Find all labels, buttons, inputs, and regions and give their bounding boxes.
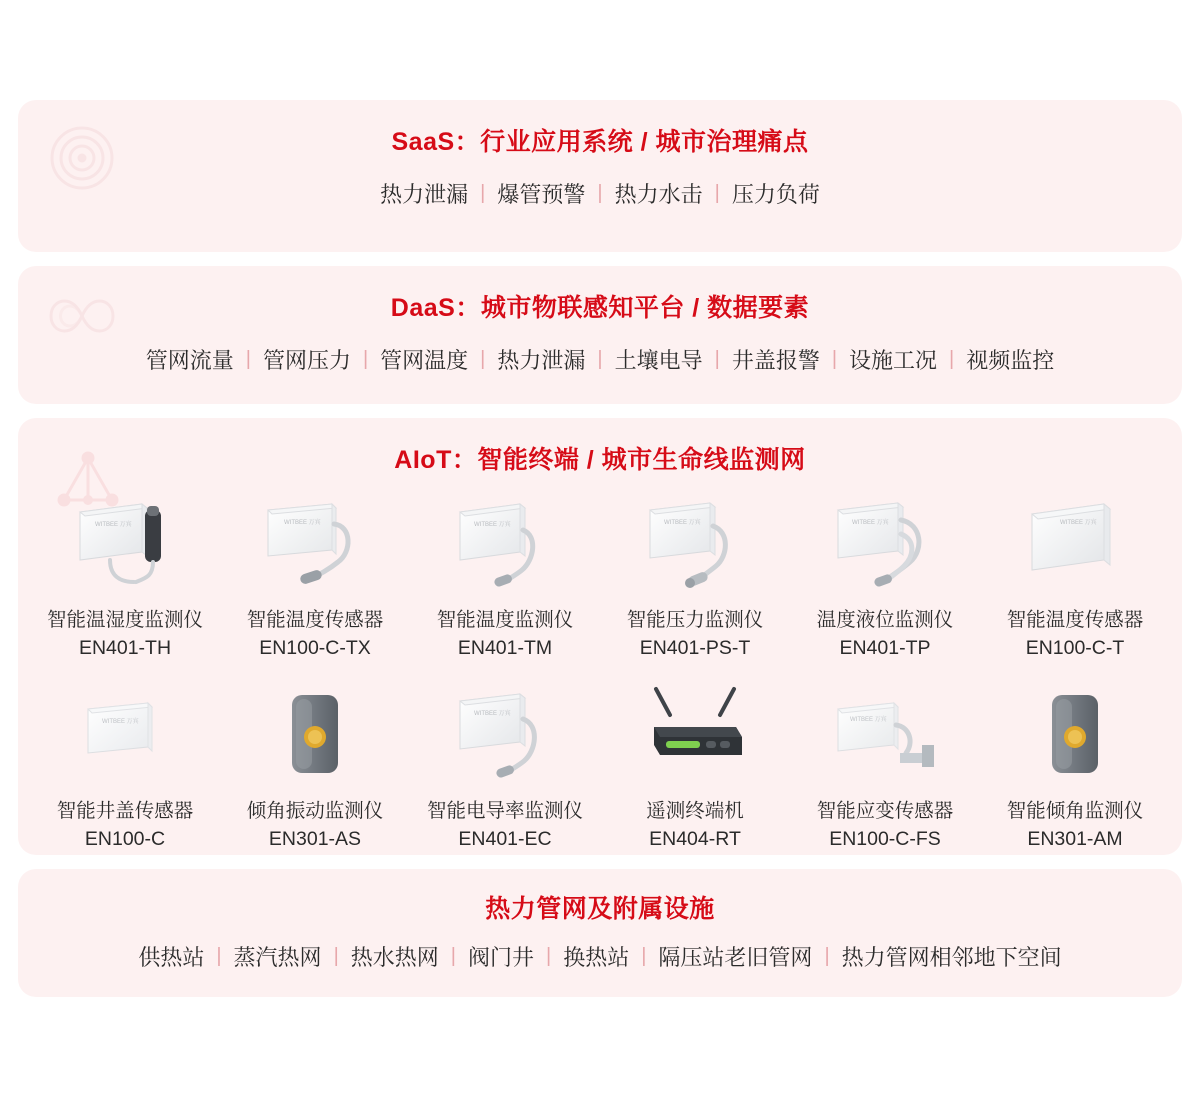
svg-text:WITBEE 万宾: WITBEE 万宾 — [474, 522, 511, 528]
svg-text:WITBEE 万宾: WITBEE 万宾 — [852, 520, 889, 526]
device-card[interactable] — [982, 679, 1168, 855]
panel-prefix-aiot: AIoT： — [394, 446, 478, 474]
device-model: EN401-PS-T — [639, 637, 751, 660]
panel-heading-daas: 城市物联感知平台 / 数据要素 — [480, 294, 810, 322]
device-name: 智能井盖传感器 — [56, 799, 194, 822]
router-antenna-icon — [620, 679, 770, 791]
tag-separator: | — [450, 945, 456, 967]
panel-title-aiot — [18, 418, 1182, 476]
tag-separator: | — [597, 348, 603, 370]
panel-title-saas — [18, 100, 1182, 158]
tag-list-infrastructure — [18, 925, 1182, 994]
device-name: 智能温度监测仪 — [436, 609, 574, 631]
sensor-box-cable-icon — [430, 488, 580, 600]
tag-item: 压力负荷 — [731, 182, 820, 207]
device-name: 智能压力监测仪 — [626, 609, 764, 631]
svg-text:WITBEE 万宾: WITBEE 万宾 — [95, 522, 132, 528]
tag-item: 隔压站老旧管网 — [658, 945, 813, 970]
device-card[interactable] — [222, 679, 408, 855]
device-name: 智能温湿度监测仪 — [46, 609, 203, 631]
tag-separator: | — [714, 348, 720, 370]
device-card[interactable] — [412, 488, 598, 679]
tag-item: 热水热网 — [350, 945, 439, 970]
device-name: 智能倾角监测仪 — [1006, 799, 1144, 822]
tag-separator: | — [714, 182, 720, 204]
sensor-box-cable-icon — [430, 679, 580, 791]
tag-separator: | — [949, 348, 955, 370]
sensor-panel-bracket-icon — [810, 679, 960, 791]
infrastructure-panel — [18, 869, 1182, 997]
device-model: EN100-C — [84, 827, 166, 850]
device-name: 倾角振动监测仪 — [246, 799, 384, 822]
tag-item: 热力水击 — [614, 182, 703, 207]
panel-heading-saas: 行业应用系统 / 城市治理痛点 — [480, 128, 809, 156]
device-model: EN401-TP — [839, 637, 931, 660]
device-card[interactable] — [222, 488, 408, 679]
panel-title-daas — [18, 266, 1182, 324]
device-name: 遥测终端机 — [646, 799, 744, 822]
tag-separator: | — [641, 945, 647, 967]
tag-item: 管网压力 — [262, 348, 351, 373]
tag-item: 管网温度 — [380, 348, 469, 373]
tag-item: 设施工况 — [849, 348, 938, 373]
tag-item: 蒸汽热网 — [233, 945, 322, 970]
tag-item: 土壤电导 — [614, 348, 703, 373]
tag-item: 阀门井 — [467, 945, 534, 970]
device-grid — [18, 476, 1182, 855]
device-model: EN100-C-FS — [829, 827, 941, 850]
layer-panel-aiot — [18, 418, 1182, 855]
tag-item: 爆管预警 — [497, 182, 586, 207]
device-model: EN100-C-T — [1025, 637, 1125, 660]
svg-text:WITBEE 万宾: WITBEE 万宾 — [102, 718, 139, 725]
device-model: EN301-AS — [268, 827, 362, 850]
panel-prefix-daas: DaaS： — [390, 294, 481, 322]
svg-text:WITBEE 万宾: WITBEE 万宾 — [850, 716, 887, 723]
device-card[interactable] — [792, 679, 978, 855]
tag-item: 管网流量 — [145, 348, 234, 373]
tag-separator: | — [362, 348, 369, 370]
device-model: EN401-TH — [78, 637, 172, 660]
tag-item: 换热站 — [563, 945, 630, 970]
svg-text:WITBEE 万宾: WITBEE 万宾 — [474, 710, 511, 717]
layer-panel-daas — [18, 266, 1182, 404]
device-model: EN100-C-TX — [259, 637, 371, 660]
sensor-block-icon — [1000, 488, 1150, 600]
sensor-box-dual-cable-icon — [810, 488, 960, 600]
tag-item: 热力泄漏 — [497, 348, 586, 373]
svg-text:WITBEE 万宾: WITBEE 万宾 — [664, 520, 701, 526]
sensor-box-pressure-icon — [620, 488, 770, 600]
device-card[interactable] — [602, 488, 788, 679]
device-card[interactable] — [982, 488, 1168, 679]
tag-separator: | — [480, 348, 486, 370]
tag-item: 热力管网相邻地下空间 — [841, 945, 1062, 970]
gray-module-icon — [240, 679, 390, 791]
gray-module-icon — [1000, 679, 1150, 791]
layer-panel-saas — [18, 100, 1182, 252]
tag-item: 视频监控 — [966, 348, 1055, 373]
device-card[interactable] — [32, 679, 218, 855]
tag-separator: | — [245, 348, 251, 370]
device-card[interactable] — [602, 679, 788, 855]
tag-separator: | — [546, 945, 552, 967]
tag-list-daas — [18, 324, 1182, 399]
sensor-box-probe-icon — [50, 488, 200, 600]
device-model: EN404-RT — [649, 827, 741, 850]
tag-separator: | — [216, 945, 222, 967]
tag-separator: | — [831, 348, 838, 370]
device-card[interactable] — [32, 488, 218, 679]
tag-item: 热力泄漏 — [380, 182, 469, 207]
tag-item: 井盖报警 — [731, 348, 820, 373]
sensor-flat-panel-icon — [50, 679, 200, 791]
tag-separator: | — [824, 945, 830, 967]
tag-separator: | — [480, 182, 486, 204]
panel-heading-aiot: 智能终端 / 城市生命线监测网 — [477, 446, 806, 474]
device-model: EN401-TM — [457, 637, 553, 660]
device-name: 智能温度传感器 — [246, 609, 384, 631]
device-name: 智能温度传感器 — [1006, 609, 1144, 631]
tag-item: 供热站 — [138, 945, 205, 970]
device-model: EN401-EC — [458, 827, 552, 850]
infrastructure-title: 热力管网及附属设施 — [485, 895, 715, 923]
tag-separator: | — [333, 945, 339, 967]
svg-text:WITBEE 万宾: WITBEE 万宾 — [1060, 520, 1097, 526]
tag-separator: | — [597, 182, 603, 204]
device-name: 智能应变传感器 — [816, 799, 954, 822]
device-name: 智能电导率监测仪 — [426, 799, 583, 822]
device-model: EN301-AM — [1027, 827, 1123, 850]
device-card[interactable] — [792, 488, 978, 679]
device-card[interactable] — [412, 679, 598, 855]
panel-prefix-saas: SaaS： — [391, 128, 481, 156]
device-name: 温度液位监测仪 — [816, 609, 954, 631]
svg-text:WITBEE 万宾: WITBEE 万宾 — [284, 520, 321, 526]
sensor-panel-cable-icon — [240, 488, 390, 600]
tag-list-saas — [18, 158, 1182, 233]
